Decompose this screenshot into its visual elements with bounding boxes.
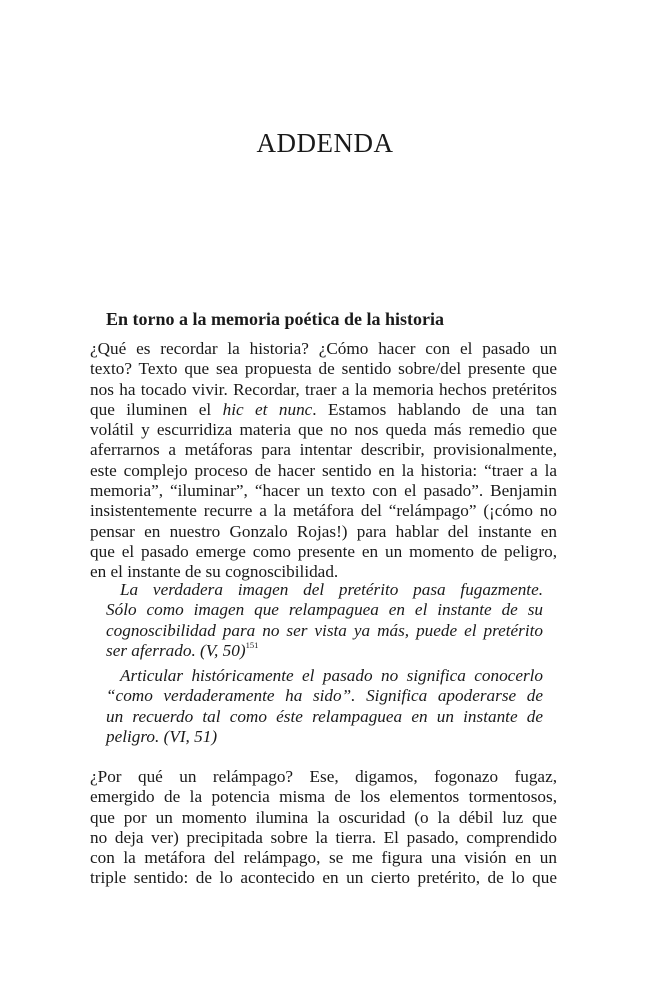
text-line: volátil y escurridiza materia que no nos queda más remedio que <box>90 420 557 440</box>
text-line: nos ha tocado vivir. Recordar, traer a la memoria hechos pretéritos <box>90 379 557 399</box>
text-line: que por un momento ilumina la oscuridad (o la débil luz que <box>90 807 557 827</box>
chapter-title: ADDENDA <box>256 128 394 158</box>
quote-line: La verdadera imagen del pretérito pasa fugazmente. <box>120 580 543 599</box>
text-line: emergido de la potencia misma de los elementos tormentosos, <box>90 787 557 807</box>
quote-line: un recuerdo tal como éste relampaguea en un instante de <box>106 706 543 726</box>
quote-line: Articular históricamente el pasado no significa conocerlo <box>120 666 543 685</box>
quote-segment: ser aferrado. (V, 50) <box>106 640 246 660</box>
quote-line: “como verdaderamente ha sido”. Significa apoderarse de <box>106 686 543 706</box>
block-quote-1 <box>106 580 543 661</box>
paragraph-1 <box>90 339 557 583</box>
italic-term: hic et nunc <box>222 399 313 419</box>
text-line: pensar en nuestro Gonzalo Rojas!) para hablar del instante en <box>90 521 557 541</box>
quote-line: cognoscibilidad para no ser vista ya más, puede el pretérito <box>106 620 543 640</box>
text-line: aferrarnos a metáforas para intentar describir, provisionalmente, <box>90 440 557 460</box>
text-line: en el instante de su cognoscibilidad. <box>90 562 339 582</box>
text-line: texto? Texto que sea propuesta de sentido sobre/del presente que <box>90 359 557 379</box>
text-line: este complejo proceso de hacer sentido en la historia: “traer a la <box>90 460 557 480</box>
text-line: ¿Por qué un relámpago? Ese, digamos, fogonazo fugaz, <box>90 767 557 786</box>
paragraph-2 <box>90 767 557 889</box>
section-heading: En torno a la memoria poética de la historia <box>106 309 444 329</box>
block-quote-2 <box>106 666 543 747</box>
quote-line: peligro. (VI, 51) <box>106 726 218 746</box>
text-segment: . Estamos hablando de una tan <box>312 399 558 419</box>
footnote-marker: 151 <box>245 639 259 650</box>
text-line: con la metáfora del relámpago, se me figura una visión en un <box>90 848 557 868</box>
text-line: que el pasado emerge como presente en un momento de peligro, <box>90 541 557 561</box>
text-line: no deja ver) precipitada sobre la tierra. El pasado, comprendido <box>90 827 557 847</box>
text-line: ¿Qué es recordar la historia? ¿Cómo hacer con el pasado un <box>90 339 557 358</box>
quote-line: Sólo como imagen que relampaguea en el instante de su <box>106 600 543 620</box>
text-line: triple sentido: de lo acontecido en un cierto pretérito, de lo que <box>90 868 557 888</box>
text-line: memoria”, “iluminar”, “hacer un texto con el pasado”. Benjamin <box>90 481 557 501</box>
text-segment: que iluminen el <box>90 399 212 419</box>
text-line: insistentemente recurre a la metáfora del “relámpago” (¡cómo no <box>90 501 557 521</box>
text-line <box>90 400 557 420</box>
quote-line <box>106 641 543 661</box>
